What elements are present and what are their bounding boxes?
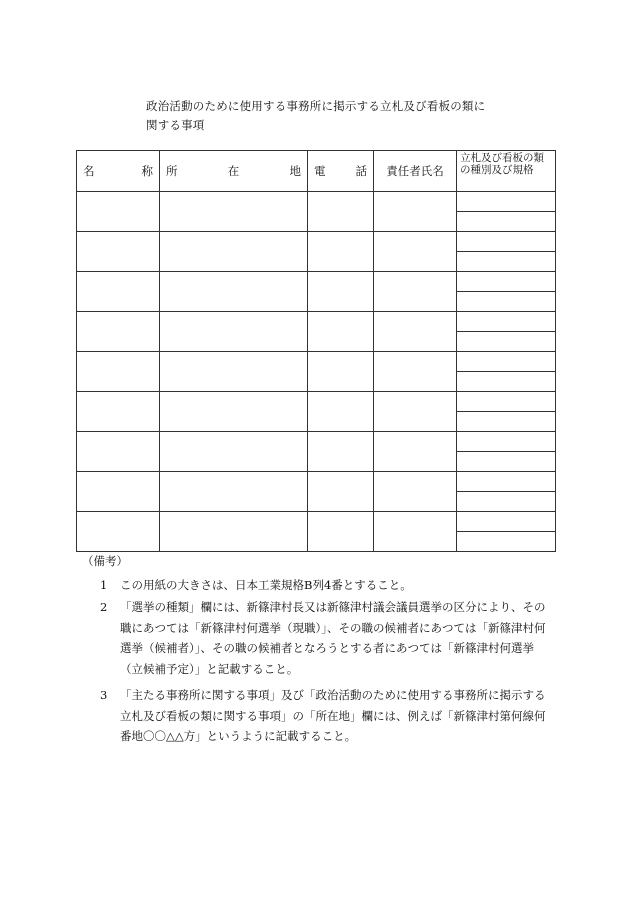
table-cell: [457, 492, 556, 512]
header-location: 所 在 地: [160, 151, 308, 192]
table-cell: [160, 432, 308, 472]
table-cell: [77, 392, 160, 432]
table-cell: [308, 512, 374, 552]
table-cell: [77, 432, 160, 472]
table-cell: [457, 312, 556, 332]
table-cell: [77, 352, 160, 392]
table-cell: [457, 372, 556, 392]
table-cell: [308, 352, 374, 392]
table-cell: [457, 352, 556, 372]
section-title: 政治活動のために使用する事務所に掲示する立札及び看板の類に関する事項: [146, 99, 486, 132]
table-cell: [308, 392, 374, 432]
note-item-3: [100, 685, 555, 747]
table-row: [77, 432, 556, 452]
table-row: [77, 472, 556, 492]
table-body: [77, 192, 556, 552]
table-cell: [160, 232, 308, 272]
note-number: 1: [100, 578, 108, 592]
table-cell: [374, 432, 457, 472]
table-cell: [160, 472, 308, 512]
table-cell: [77, 272, 160, 312]
table-row: [77, 232, 556, 252]
note-text: 「主たる事務所に関する事項」及び「政治活動のために使用する事務所に掲示する立札及び看板の類に関する事項」の「所在地」欄には、例えば「新篠津村第何線何番地〇〇△△方」というように記載すること。: [120, 688, 546, 743]
note-text: この用紙の大きさは、日本工業規格B列4番とすること。: [120, 578, 412, 592]
sign-registration-table: [76, 150, 556, 552]
table-row: [77, 512, 556, 532]
table-cell: [374, 272, 457, 312]
table-cell: [374, 232, 457, 272]
table-cell: [160, 272, 308, 312]
header-name: 名 称: [77, 151, 160, 192]
table-cell: [457, 512, 556, 532]
table-cell: [160, 192, 308, 232]
note-number: 3: [100, 688, 108, 702]
table-cell: [308, 192, 374, 232]
table-cell: [77, 192, 160, 232]
table-cell: [308, 432, 374, 472]
note-item-2: [100, 597, 555, 679]
table-row: [77, 392, 556, 412]
table-cell: [160, 392, 308, 432]
table-cell: [308, 472, 374, 512]
table-cell: [457, 332, 556, 352]
table-cell: [457, 192, 556, 212]
table-cell: [457, 392, 556, 412]
table-row: [77, 192, 556, 212]
table-cell: [457, 272, 556, 292]
header-row: [77, 151, 556, 192]
table-cell: [457, 412, 556, 432]
table-cell: [160, 512, 308, 552]
table-cell: [160, 312, 308, 352]
table-cell: [457, 292, 556, 312]
table-cell: [374, 192, 457, 232]
table-row: [77, 352, 556, 372]
table-cell: [374, 392, 457, 432]
table-cell: [308, 232, 374, 272]
note-item-1: [100, 575, 555, 596]
table-cell: [77, 312, 160, 352]
table-cell: [160, 352, 308, 392]
table-cell: [374, 472, 457, 512]
table-cell: [77, 512, 160, 552]
table-row: [77, 272, 556, 292]
table-cell: [374, 512, 457, 552]
table-row: [77, 312, 556, 332]
table-cell: [308, 312, 374, 352]
table-cell: [308, 272, 374, 312]
table-cell: [457, 432, 556, 452]
header-manager: 責任者氏名: [374, 151, 457, 192]
table-cell: [77, 472, 160, 512]
note-number: 2: [100, 600, 108, 614]
table-cell: [374, 312, 457, 352]
note-text: 「選挙の種類」欄には、新篠津村長又は新篠津村議会議員選挙の区分により、その職にあつては「新篠津村何選挙（現職）」、その職の候補者にあつては「新篠津村何選挙（候補者）」、その職の候補者となろうとする者にあつては「新篠津村何選挙（立候補予定）」と記載すること。: [120, 600, 546, 676]
table-cell: [374, 352, 457, 392]
table-cell: [457, 472, 556, 492]
notes-heading: （備考）: [82, 554, 128, 568]
table-cell: [457, 212, 556, 232]
header-sign-type: 立札及び看板の類の種別及び規格: [457, 151, 556, 192]
header-phone: 電 話: [308, 151, 374, 192]
table-cell: [457, 252, 556, 272]
table-cell: [457, 452, 556, 472]
table-cell: [457, 532, 556, 552]
table-cell: [77, 232, 160, 272]
table-cell: [457, 232, 556, 252]
